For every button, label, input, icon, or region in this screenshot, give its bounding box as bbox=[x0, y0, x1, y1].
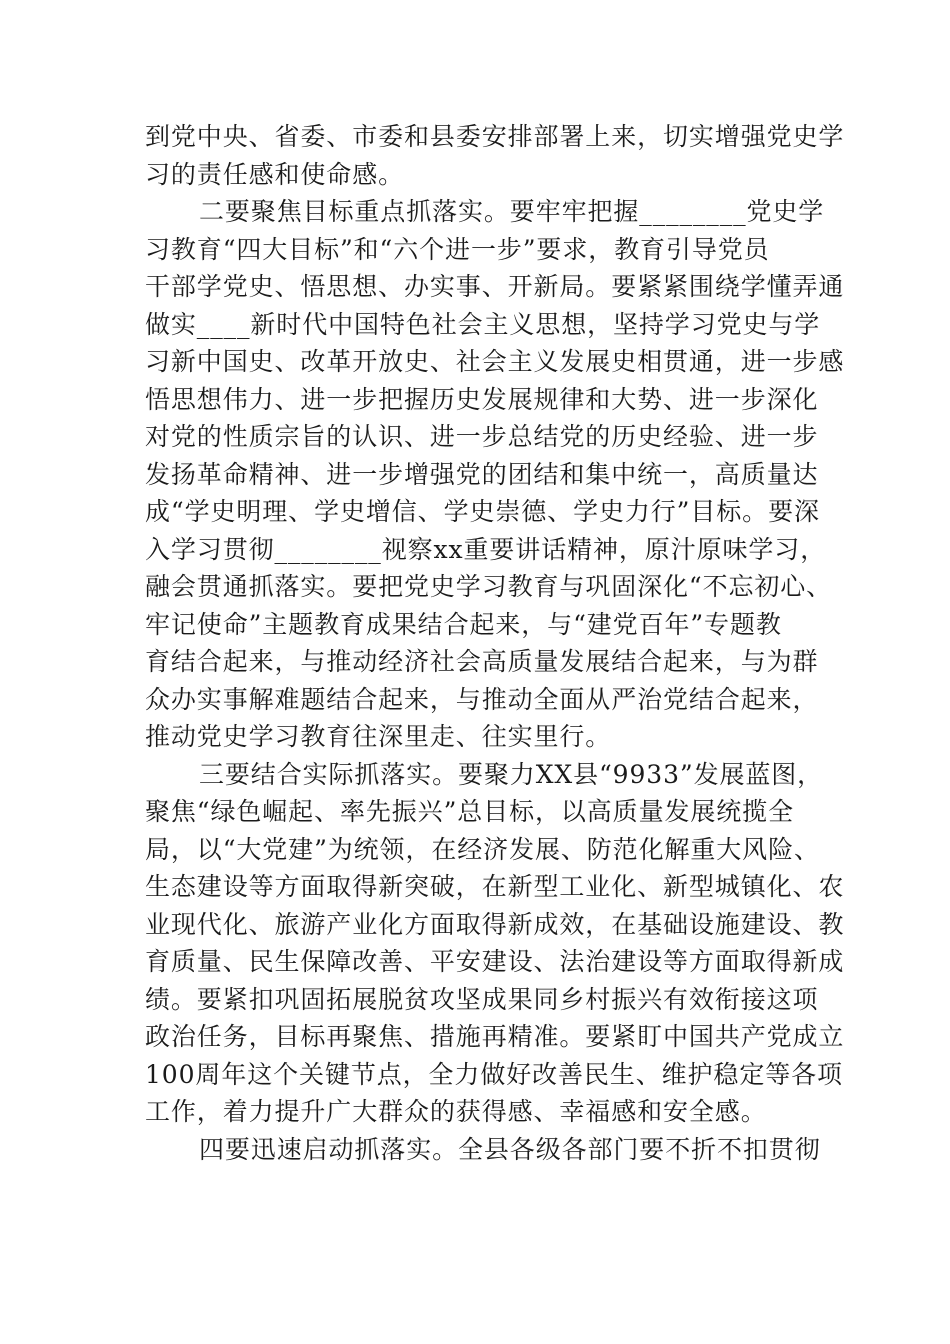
text-line: 融会贯通抓落实。要把党史学习教育与巩固深化“不忘初心、 bbox=[145, 572, 833, 601]
text-line: 绩。要紧扣巩固拓展脱贫攻坚成果同乡村振兴有效衔接这项 bbox=[145, 984, 819, 1014]
text-line: 习教育“四大目标”和“六个进一步”要求，教育引导党员 bbox=[145, 234, 770, 264]
text-line: 习新中国史、改革开放史、社会主义发展史相贯通，进一步感 bbox=[145, 347, 845, 376]
text-line: 到党中央、省委、市委和县委安排部署上来，切实增强党史学 bbox=[145, 122, 845, 151]
text-line: 对党的性质宗旨的认识、进一步总结党的历史经验、进一步 bbox=[145, 422, 819, 451]
text-line: 100周年这个关键节点，全力做好改善民生、维护稳定等各项 bbox=[145, 1059, 843, 1089]
text-line: 习的责任感和使命感。 bbox=[145, 159, 405, 189]
text-line: 育结合起来，与推动经济社会高质量发展结合起来，与为群 bbox=[145, 647, 819, 676]
paragraph-start-line: 二要聚焦目标重点抓落实。要牢牢把握________党史学 bbox=[199, 197, 825, 226]
text-line: 推动党史学习教育往深里走、往实里行。 bbox=[145, 722, 612, 751]
text-line: 干部学党史、悟思想、办实事、开新局。要紧紧围绕学懂弄通 bbox=[145, 272, 845, 301]
text-line: 生态建设等方面取得新突破，在新型工业化、新型城镇化、农 bbox=[145, 872, 845, 901]
text-line: 成“学史明理、学史增信、学史崇德、学史力行”目标。要深 bbox=[145, 497, 820, 526]
text-line: 局，以“大党建”为统领，在经济发展、防范化解重大风险、 bbox=[145, 834, 820, 864]
text-line: 聚焦“绿色崛起、率先振兴”总目标，以高质量发展统揽全 bbox=[145, 797, 794, 826]
text-line: 业现代化、旅游产业化方面取得新成效，在基础设施建设、教 bbox=[145, 909, 845, 939]
text-line: 入学习贯彻________视察xx重要讲话精神，原汁原味学习， bbox=[145, 534, 827, 564]
body-text bbox=[145, 118, 845, 1168]
text-line: 牢记使命”主题教育成果结合起来，与“建党百年”专题教 bbox=[145, 609, 782, 639]
text-line: 政治任务，目标再聚焦、措施再精准。要紧盯中国共产党成立 bbox=[145, 1022, 845, 1051]
paragraph-start-line: 四要迅速启动抓落实。全县各级各部门要不折不扣贯彻 bbox=[199, 1134, 821, 1164]
text-line: 工作，着力提升广大群众的获得感、幸福感和安全感。 bbox=[145, 1097, 767, 1126]
paragraph-start-line: 三要结合实际抓落实。要聚力XX县“9933”发展蓝图， bbox=[199, 759, 824, 789]
text-line: 悟思想伟力、进一步把握历史发展规律和大势、进一步深化 bbox=[145, 384, 819, 414]
text-line: 发扬革命精神、进一步增强党的团结和集中统一，高质量达 bbox=[145, 459, 819, 489]
text-line: 众办实事解难题结合起来，与推动全面从严治党结合起来， bbox=[145, 684, 819, 714]
text-line: 育质量、民生保障改善、平安建设、法治建设等方面取得新成 bbox=[145, 947, 845, 976]
text-line: 做实____新时代中国特色社会主义思想，坚持学习党史与学 bbox=[145, 309, 821, 339]
